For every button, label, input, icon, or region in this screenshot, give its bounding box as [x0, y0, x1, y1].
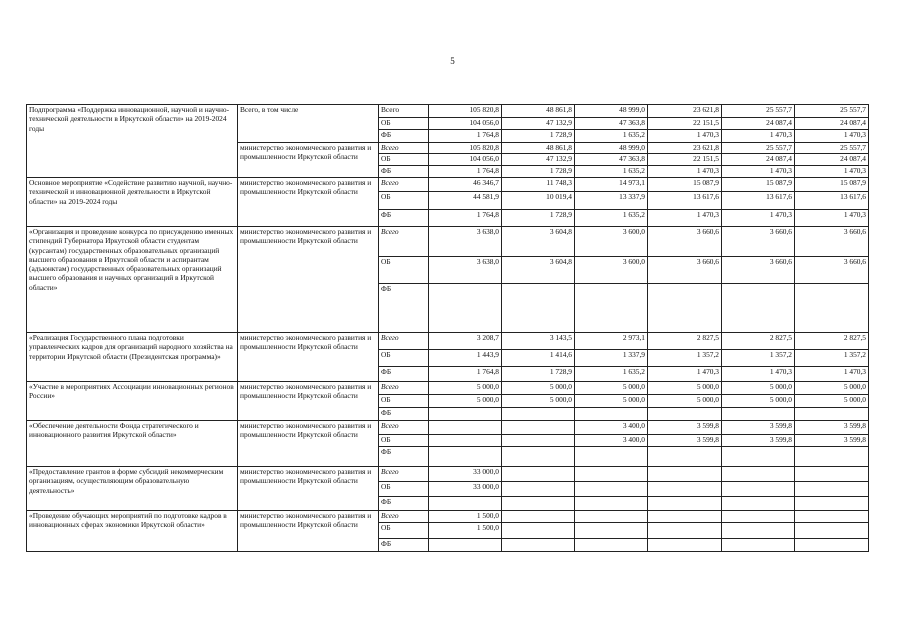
- funding-source-cell: ФБ: [379, 367, 429, 382]
- value-cell: 5 000,0: [502, 395, 575, 408]
- value-cell: 14 973,1: [575, 178, 648, 192]
- funding-source-cell: ОБ: [379, 523, 429, 539]
- value-cell: 24 087,4: [795, 118, 869, 130]
- value-cell: [502, 408, 575, 421]
- value-cell: [648, 497, 722, 511]
- table-row: [27, 178, 869, 192]
- executor-cell: министерство экономического развития и промышленности Иркутской области: [238, 227, 379, 333]
- value-cell: [722, 511, 795, 523]
- budget-table: [26, 104, 869, 552]
- program-name-cell: «Обеспечение деятельности Фонда стратегического и инновационного развития Иркутской области»: [27, 421, 238, 467]
- value-cell: 23 621,8: [648, 105, 722, 118]
- value-cell: 1 470,3: [648, 130, 722, 143]
- value-cell: [502, 284, 575, 333]
- value-cell: 1 635,2: [575, 367, 648, 382]
- value-cell: 1 470,3: [648, 210, 722, 227]
- value-cell: 2 973,1: [575, 333, 648, 350]
- value-cell: 105 820,8: [429, 105, 502, 118]
- value-cell: 23 621,8: [648, 143, 722, 154]
- value-cell: [429, 435, 502, 447]
- value-cell: [648, 467, 722, 482]
- executor-cell: министерство экономического развития и промышленности Иркутской области: [238, 178, 379, 227]
- value-cell: 3 638,0: [429, 227, 502, 257]
- value-cell: 25 557,7: [722, 143, 795, 154]
- value-cell: 48 861,8: [502, 143, 575, 154]
- value-cell: [502, 497, 575, 511]
- value-cell: [429, 408, 502, 421]
- value-cell: [648, 408, 722, 421]
- funding-source-cell: ОБ: [379, 118, 429, 130]
- value-cell: 1 470,3: [795, 210, 869, 227]
- executor-cell: министерство экономического развития и промышленности Иркутской области: [238, 143, 379, 178]
- value-cell: 1 470,3: [795, 166, 869, 178]
- value-cell: 3 599,8: [722, 435, 795, 447]
- value-cell: 1 635,2: [575, 166, 648, 178]
- value-cell: [429, 539, 502, 552]
- value-cell: 5 000,0: [648, 382, 722, 395]
- funding-source-cell: ФБ: [379, 166, 429, 178]
- value-cell: 24 087,4: [722, 154, 795, 166]
- value-cell: [575, 284, 648, 333]
- value-cell: [722, 447, 795, 467]
- value-cell: 13 337,9: [575, 192, 648, 210]
- value-cell: [502, 523, 575, 539]
- program-name-cell: «Проведение обучающих мероприятий по подготовке кадров в инновационных сферах экономики Иркутской области»: [27, 511, 238, 552]
- table-row: [27, 421, 869, 435]
- value-cell: [795, 511, 869, 523]
- value-cell: [795, 467, 869, 482]
- value-cell: 5 000,0: [429, 395, 502, 408]
- value-cell: 2 827,5: [648, 333, 722, 350]
- value-cell: [575, 511, 648, 523]
- value-cell: 24 087,4: [795, 154, 869, 166]
- value-cell: [502, 539, 575, 552]
- value-cell: 24 087,4: [722, 118, 795, 130]
- value-cell: 105 820,8: [429, 143, 502, 154]
- value-cell: [648, 523, 722, 539]
- value-cell: [502, 421, 575, 435]
- value-cell: 47 363,8: [575, 118, 648, 130]
- value-cell: 13 617,6: [795, 192, 869, 210]
- funding-source-cell: Всего: [379, 178, 429, 192]
- value-cell: [722, 539, 795, 552]
- executor-cell: министерство экономического развития и промышленности Иркутской области: [238, 382, 379, 421]
- value-cell: 2 827,5: [722, 333, 795, 350]
- funding-source-cell: Всего: [379, 467, 429, 482]
- value-cell: 1 728,9: [502, 210, 575, 227]
- value-cell: 1 728,9: [502, 130, 575, 143]
- value-cell: 3 143,5: [502, 333, 575, 350]
- funding-source-cell: ОБ: [379, 435, 429, 447]
- value-cell: 1 357,2: [722, 350, 795, 367]
- value-cell: 3 660,6: [795, 227, 869, 257]
- table-row: [27, 382, 869, 395]
- value-cell: [575, 447, 648, 467]
- program-name-cell: «Предоставление грантов в форме субсидий некоммерческим организациям, осуществляющим образовательную деятельность»: [27, 467, 238, 511]
- value-cell: 25 557,7: [795, 143, 869, 154]
- value-cell: [722, 482, 795, 497]
- value-cell: 5 000,0: [575, 382, 648, 395]
- value-cell: [795, 523, 869, 539]
- funding-source-cell: ОБ: [379, 257, 429, 284]
- value-cell: 1 470,3: [722, 130, 795, 143]
- value-cell: 1 635,2: [575, 210, 648, 227]
- value-cell: 25 557,7: [795, 105, 869, 118]
- value-cell: 1 764,8: [429, 130, 502, 143]
- value-cell: 1 764,8: [429, 210, 502, 227]
- value-cell: [795, 497, 869, 511]
- value-cell: 3 400,0: [575, 421, 648, 435]
- value-cell: [575, 482, 648, 497]
- value-cell: [795, 482, 869, 497]
- value-cell: 1 764,8: [429, 367, 502, 382]
- value-cell: 1 357,2: [648, 350, 722, 367]
- value-cell: 1 470,3: [795, 367, 869, 382]
- value-cell: 1 764,8: [429, 166, 502, 178]
- value-cell: [429, 447, 502, 467]
- value-cell: 3 660,6: [722, 227, 795, 257]
- value-cell: 5 000,0: [795, 395, 869, 408]
- funding-source-cell: ФБ: [379, 408, 429, 421]
- executor-cell: Всего, в том числе: [238, 105, 379, 143]
- value-cell: 2 827,5: [795, 333, 869, 350]
- value-cell: 5 000,0: [722, 395, 795, 408]
- executor-cell: министерство экономического развития и промышленности Иркутской области: [238, 467, 379, 511]
- funding-source-cell: Всего: [379, 382, 429, 395]
- value-cell: [795, 447, 869, 467]
- value-cell: 48 999,0: [575, 143, 648, 154]
- table-row: [27, 333, 869, 350]
- value-cell: 3 660,6: [648, 257, 722, 284]
- value-cell: 3 600,0: [575, 257, 648, 284]
- value-cell: 3 660,6: [722, 257, 795, 284]
- value-cell: [575, 467, 648, 482]
- funding-source-cell: ФБ: [379, 284, 429, 333]
- value-cell: 15 087,9: [648, 178, 722, 192]
- funding-source-cell: ФБ: [379, 539, 429, 552]
- funding-source-cell: ФБ: [379, 447, 429, 467]
- page-number: 5: [450, 56, 455, 66]
- value-cell: 1 500,0: [429, 523, 502, 539]
- value-cell: [502, 511, 575, 523]
- value-cell: [648, 539, 722, 552]
- value-cell: 1 728,9: [502, 166, 575, 178]
- value-cell: 1 470,3: [722, 210, 795, 227]
- table-row: [27, 105, 869, 118]
- value-cell: [722, 408, 795, 421]
- value-cell: [795, 408, 869, 421]
- funding-source-cell: Всего: [379, 333, 429, 350]
- value-cell: [722, 467, 795, 482]
- value-cell: [429, 421, 502, 435]
- value-cell: 1 337,9: [575, 350, 648, 367]
- value-cell: [722, 523, 795, 539]
- table-row: [27, 467, 869, 482]
- program-name-cell: Основное мероприятие «Содействие развитию научной, научно-технической и инновационной деятельности в Иркутской области» на 2019-2024 годы: [27, 178, 238, 227]
- value-cell: 3 599,8: [648, 421, 722, 435]
- value-cell: [722, 284, 795, 333]
- executor-cell: министерство экономического развития и промышленности Иркутской области: [238, 333, 379, 382]
- value-cell: 1 470,3: [648, 166, 722, 178]
- value-cell: 44 581,9: [429, 192, 502, 210]
- program-name-cell: «Организация и проведение конкурса по присуждению именных стипендий Губернатора Иркутской области студентам (курсантам) государственных образовательных организаций высшего образования в Иркутской области и аспирантам (адъюнктам) государственных образовательных организаций высшего образования и научных организаций в Иркутской области»: [27, 227, 238, 333]
- value-cell: 3 400,0: [575, 435, 648, 447]
- value-cell: 5 000,0: [795, 382, 869, 395]
- value-cell: 33 000,0: [429, 482, 502, 497]
- value-cell: 5 000,0: [722, 382, 795, 395]
- value-cell: [795, 284, 869, 333]
- value-cell: 46 346,7: [429, 178, 502, 192]
- funding-source-cell: ФБ: [379, 497, 429, 511]
- value-cell: 1 443,9: [429, 350, 502, 367]
- program-name-cell: «Участие в мероприятиях Ассоциации инновационных регионов России»: [27, 382, 238, 421]
- value-cell: 47 363,8: [575, 154, 648, 166]
- funding-source-cell: ОБ: [379, 395, 429, 408]
- table-row: [27, 227, 869, 257]
- value-cell: [648, 284, 722, 333]
- value-cell: 15 087,9: [722, 178, 795, 192]
- value-cell: 1 728,9: [502, 367, 575, 382]
- funding-source-cell: Всего: [379, 511, 429, 523]
- value-cell: 22 151,5: [648, 154, 722, 166]
- value-cell: [575, 497, 648, 511]
- value-cell: [722, 497, 795, 511]
- value-cell: 3 599,8: [648, 435, 722, 447]
- value-cell: [575, 408, 648, 421]
- value-cell: 3 604,8: [502, 227, 575, 257]
- value-cell: 47 132,9: [502, 118, 575, 130]
- value-cell: 11 748,3: [502, 178, 575, 192]
- value-cell: 1 470,3: [648, 367, 722, 382]
- value-cell: 5 000,0: [502, 382, 575, 395]
- funding-source-cell: ОБ: [379, 482, 429, 497]
- value-cell: 33 000,0: [429, 467, 502, 482]
- value-cell: [795, 539, 869, 552]
- value-cell: 47 132,9: [502, 154, 575, 166]
- value-cell: [502, 482, 575, 497]
- funding-source-cell: Всего: [379, 421, 429, 435]
- value-cell: 1 357,2: [795, 350, 869, 367]
- program-name-cell: Подпрограмма «Поддержка инновационной, научной и научно-технической деятельности в Иркутской области» на 2019-2024 годы: [27, 105, 238, 178]
- funding-source-cell: ОБ: [379, 350, 429, 367]
- value-cell: [502, 467, 575, 482]
- value-cell: [429, 284, 502, 333]
- value-cell: 5 000,0: [575, 395, 648, 408]
- value-cell: 1 470,3: [722, 367, 795, 382]
- value-cell: [575, 523, 648, 539]
- value-cell: 13 617,6: [722, 192, 795, 210]
- value-cell: 10 019,4: [502, 192, 575, 210]
- value-cell: [575, 539, 648, 552]
- value-cell: 48 861,8: [502, 105, 575, 118]
- value-cell: 104 056,0: [429, 154, 502, 166]
- funding-source-cell: Всего: [379, 227, 429, 257]
- executor-cell: министерство экономического развития и промышленности Иркутской области: [238, 421, 379, 467]
- value-cell: 3 638,0: [429, 257, 502, 284]
- value-cell: 15 087,9: [795, 178, 869, 192]
- table-row: [27, 511, 869, 523]
- value-cell: 3 599,8: [795, 435, 869, 447]
- value-cell: 22 151,5: [648, 118, 722, 130]
- value-cell: 1 635,2: [575, 130, 648, 143]
- value-cell: 25 557,7: [722, 105, 795, 118]
- funding-source-cell: ОБ: [379, 154, 429, 166]
- value-cell: [502, 447, 575, 467]
- funding-source-cell: Всего: [379, 105, 429, 118]
- value-cell: 3 599,8: [722, 421, 795, 435]
- value-cell: 3 600,0: [575, 227, 648, 257]
- value-cell: 1 470,3: [722, 166, 795, 178]
- funding-source-cell: ФБ: [379, 130, 429, 143]
- funding-source-cell: ОБ: [379, 192, 429, 210]
- value-cell: 1 500,0: [429, 511, 502, 523]
- executor-cell: министерство экономического развития и промышленности Иркутской области: [238, 511, 379, 552]
- value-cell: 13 617,6: [648, 192, 722, 210]
- value-cell: 3 604,8: [502, 257, 575, 284]
- value-cell: 5 000,0: [429, 382, 502, 395]
- value-cell: 3 660,6: [795, 257, 869, 284]
- value-cell: 48 999,0: [575, 105, 648, 118]
- value-cell: [502, 435, 575, 447]
- value-cell: 3 208,7: [429, 333, 502, 350]
- value-cell: [648, 511, 722, 523]
- program-name-cell: «Реализация Государственного плана подготовки управленческих кадров для организаций народного хозяйства на территории Иркутской области (Президентская программа)»: [27, 333, 238, 382]
- value-cell: 1 470,3: [795, 130, 869, 143]
- table-body: [27, 105, 869, 552]
- value-cell: 3 660,6: [648, 227, 722, 257]
- value-cell: [648, 447, 722, 467]
- value-cell: 5 000,0: [648, 395, 722, 408]
- value-cell: 1 414,6: [502, 350, 575, 367]
- funding-source-cell: ФБ: [379, 210, 429, 227]
- value-cell: 104 056,0: [429, 118, 502, 130]
- value-cell: 3 599,8: [795, 421, 869, 435]
- value-cell: [429, 497, 502, 511]
- value-cell: [648, 482, 722, 497]
- funding-source-cell: Всего: [379, 143, 429, 154]
